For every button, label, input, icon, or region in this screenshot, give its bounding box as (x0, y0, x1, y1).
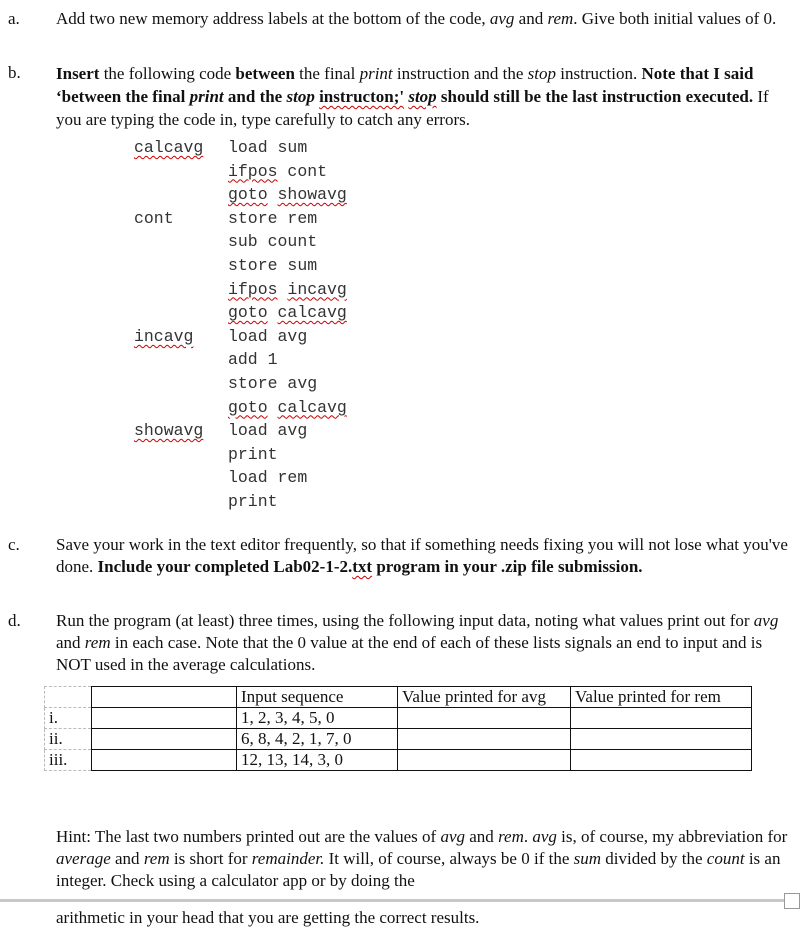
remainder-term: remainder. (251, 849, 325, 868)
code-op: goto (228, 303, 268, 323)
row-number: i. (45, 708, 92, 729)
table-row (45, 729, 752, 750)
item-a-text-2: . Give both initial values of 0. (573, 9, 777, 28)
item-d-text-and: and (56, 633, 85, 652)
note-stop-term-2: stop (408, 87, 437, 106)
between-term: between (235, 64, 295, 83)
print-term: print (359, 64, 393, 83)
note-stop-term: stop (286, 87, 315, 106)
hint-text-9: is an integer. Check using a calculator app or by doing the (56, 849, 781, 890)
code-line (228, 348, 278, 372)
page-break-divider (0, 899, 790, 902)
table-header-rem: Value printed for rem (571, 687, 752, 708)
txt-term: txt (352, 557, 373, 576)
rem-value-cell[interactable] (571, 729, 752, 750)
input-sequence-cell: 6, 8, 4, 2, 1, 7, 0 (237, 729, 398, 750)
code-op: load (228, 468, 268, 488)
row-number: ii. (45, 729, 92, 750)
code-line (228, 207, 317, 231)
code-arg: avg (277, 421, 308, 441)
input-sequence-cell: 1, 2, 3, 4, 5, 0 (237, 708, 398, 729)
code-op: ifpos (228, 161, 278, 181)
code-line (228, 136, 307, 160)
code-op: ifpos (228, 279, 278, 299)
note-text-3: should still be the last instruction executed. (436, 87, 754, 106)
hint-text-6: is short for (169, 849, 252, 868)
code-op: store (228, 374, 278, 393)
avg-term: avg (440, 827, 466, 846)
row-number: iii. (45, 750, 92, 771)
submission-text-2: program in your .zip file submission. (372, 557, 643, 576)
code-line (228, 325, 307, 349)
code-arg: cont (287, 161, 328, 181)
code-arg: rem (287, 208, 318, 228)
note-text-1: Note that I said ‘between the final (56, 64, 754, 106)
hint-text-10: arithmetic in your head that you are getting the correct results. (56, 908, 480, 927)
hint-text-3: . (523, 827, 533, 846)
code-op: print (228, 444, 278, 464)
hint-text-4: is, of course, my abbreviation for (556, 827, 788, 846)
avg-term: avg (532, 827, 557, 846)
rem-term: rem (547, 9, 574, 28)
hint-text-8: divided by the (601, 849, 707, 868)
code-label: cont (134, 208, 174, 228)
code-line (228, 419, 307, 443)
item-b-marker: b. (8, 63, 21, 82)
submission-text-1: Include your completed Lab02-1-2. (97, 557, 353, 576)
code-arg: count (267, 232, 318, 252)
hint-text-7: It will, of course, always be 0 if the (324, 849, 574, 868)
sum-term: sum (573, 849, 602, 868)
code-arg: sum (287, 256, 318, 275)
item-a-text (56, 8, 792, 30)
code-label: calcavg (134, 138, 204, 157)
code-arg: avg (287, 374, 318, 393)
code-arg: sum (277, 138, 308, 157)
code-line (228, 254, 317, 278)
code-op: goto (228, 185, 268, 205)
code-label: showavg (134, 421, 204, 441)
stop-term: stop (527, 64, 557, 83)
code-line (228, 301, 347, 325)
rem-value-cell[interactable] (571, 750, 752, 771)
item-a-text-and: and (514, 9, 548, 28)
hint-text-1: Hint: The last two numbers printed out are the values of (56, 827, 441, 846)
rem-term: rem (498, 827, 524, 846)
table-header-blank (92, 687, 237, 708)
avg-value-cell[interactable] (398, 708, 571, 729)
code-op: sub (228, 232, 258, 252)
code-line (228, 490, 278, 514)
item-c-text-1: Save your work in the text editor frequently, so that if something needs fixing you will not lose what you've done. (56, 535, 788, 576)
row-blank-cell (92, 750, 237, 771)
hint-paragraph-continued (56, 907, 792, 929)
count-term: count (706, 849, 745, 868)
item-d-text (56, 610, 792, 676)
avg-value-cell[interactable] (398, 729, 571, 750)
code-label: incavg (134, 326, 194, 346)
item-d-text-2: in each case. Note that the 0 value at the end of each of these lists signals an end to input and is NOT used in the average calculations. (56, 633, 763, 674)
item-b-text-5: If you are typing the code in, type carefully to catch any errors. (56, 87, 769, 129)
code-line (228, 466, 307, 490)
misspelled-instructon: instructon;' (319, 87, 405, 106)
insert-term: Insert (56, 64, 100, 83)
table-row (45, 750, 752, 771)
item-a-marker: a. (8, 9, 20, 28)
code-op: store (228, 208, 278, 228)
code-op: load (228, 421, 268, 441)
code-line (228, 443, 278, 467)
code-op: load (228, 138, 268, 157)
item-b-text (56, 62, 792, 131)
code-arg: avg (277, 326, 308, 346)
table-corner-cell (45, 687, 92, 708)
code-line (228, 230, 317, 254)
code-arg: incavg (287, 279, 347, 299)
code-op: goto (228, 397, 268, 417)
hint-text-5: and (110, 849, 144, 868)
row-blank-cell (92, 729, 237, 750)
item-b-text-1: the following code (99, 64, 236, 83)
results-table (44, 686, 752, 771)
avg-value-cell[interactable] (398, 750, 571, 771)
avg-term: avg (753, 611, 779, 630)
item-a-text-1: Add two new memory address labels at the bottom of the code, (56, 9, 490, 28)
code-arg: calcavg (277, 303, 347, 323)
code-line (228, 372, 317, 396)
code-op: add (228, 350, 258, 370)
table-header-avg: Value printed for avg (398, 687, 571, 708)
avg-term: avg (489, 9, 515, 28)
code-line (228, 160, 327, 184)
code-op: load (228, 326, 268, 346)
item-b-text-3: instruction and the (392, 64, 528, 83)
rem-term: rem (84, 633, 111, 652)
rem-term: rem (143, 849, 170, 868)
note-print-term: print (189, 87, 224, 106)
submission-emphasis (98, 557, 643, 576)
code-op: store (228, 256, 278, 275)
note-text-2: and the (223, 87, 287, 106)
code-line (228, 278, 347, 302)
item-d-marker: d. (8, 611, 21, 630)
code-op: print (228, 492, 278, 511)
item-b-text-4: instruction. (556, 64, 642, 83)
table-header-input: Input sequence (237, 687, 398, 708)
item-b-text-2: the final (294, 64, 360, 83)
item-d-text-1: Run the program (at least) three times, using the following input data, noting what values print out for (56, 611, 754, 630)
input-sequence-cell: 12, 13, 14, 3, 0 (237, 750, 398, 771)
item-c-marker: c. (8, 535, 20, 554)
code-arg: 1 (267, 350, 278, 370)
table-header-row (45, 687, 752, 708)
code-arg: showavg (277, 185, 347, 205)
row-blank-cell (92, 708, 237, 729)
code-arg: calcavg (277, 397, 347, 417)
rem-value-cell[interactable] (571, 708, 752, 729)
code-line (228, 396, 347, 420)
average-term: average (56, 849, 111, 868)
code-arg: rem (277, 468, 308, 488)
hint-text-2: and (465, 827, 499, 846)
item-c-text (56, 534, 792, 578)
table-row (45, 708, 752, 729)
code-line (228, 183, 347, 207)
hint-paragraph (56, 826, 792, 892)
